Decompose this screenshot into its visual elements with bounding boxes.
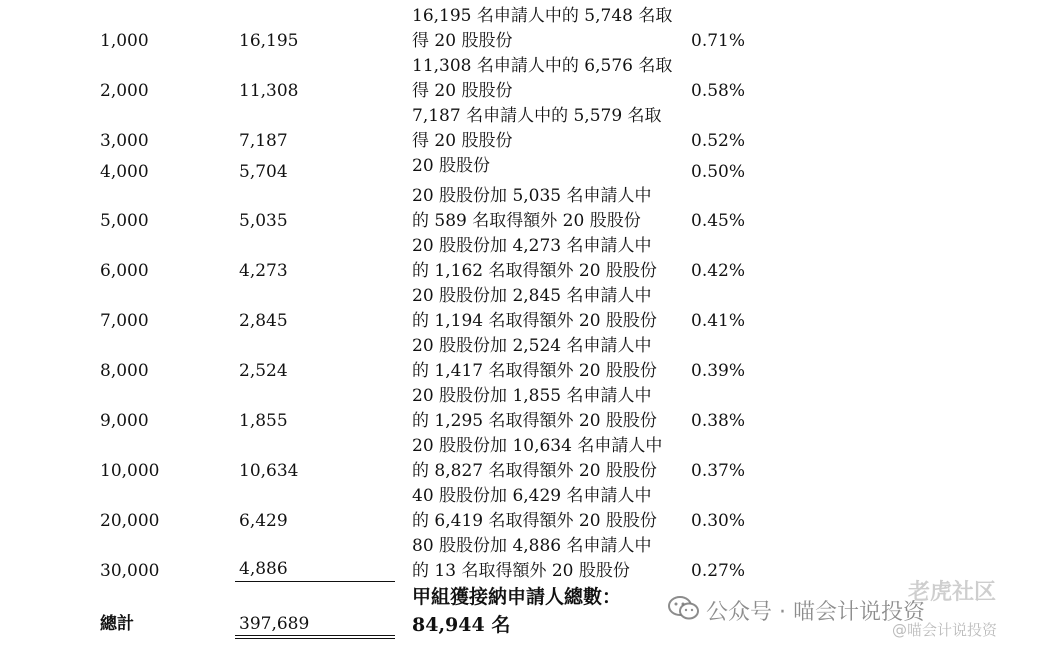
row-allotment-basis: [412, 284, 674, 334]
accepted-value: 84,944 名: [412, 614, 511, 636]
row-applicants: 11,308: [239, 81, 299, 101]
row-applicants: 4,886: [239, 559, 288, 579]
row-shares: 4,000: [100, 162, 149, 182]
row-percentage: 0.45%: [691, 211, 746, 231]
row-shares: 5,000: [100, 211, 149, 231]
basis-line: 的 6,419 名取得額外 20 股股份: [412, 511, 657, 531]
total-double-rule: [235, 635, 395, 639]
row-percentage: 0.38%: [691, 411, 746, 431]
row-percentage: 0.27%: [691, 561, 746, 581]
basis-line: 80 股股份加 4,886 名申請人中: [412, 536, 652, 556]
row-percentage: 0.30%: [691, 511, 746, 531]
basis-line: 20 股股份: [412, 156, 491, 176]
row-applicants: 1,855: [239, 411, 288, 431]
row-applicants: 5,035: [239, 211, 288, 231]
basis-line: 7,187 名申請人中的 5,579 名取: [412, 106, 662, 126]
row-shares: 20,000: [100, 511, 160, 531]
row-applicants: 5,704: [239, 162, 288, 182]
total-label: 總計: [100, 614, 134, 634]
accepted-label: 甲組獲接納申請人總數：: [412, 586, 622, 608]
watermark-top: 老虎社区: [908, 580, 997, 605]
basis-line: 11,308 名申請人中的 6,576 名取: [412, 56, 673, 76]
accepted-total: [412, 583, 682, 639]
basis-line: 的 1,295 名取得額外 20 股股份: [412, 411, 657, 431]
row-shares: 2,000: [100, 81, 149, 101]
basis-line: 20 股股份加 4,273 名申請人中: [412, 236, 652, 256]
watermark-main: 公众号 · 喵会计说投资: [706, 600, 925, 625]
row-allotment-basis: [412, 384, 674, 434]
row-percentage: 0.71%: [691, 31, 746, 51]
basis-line: 的 1,417 名取得額外 20 股股份: [412, 361, 657, 381]
basis-line: 得 20 股股份: [412, 81, 513, 101]
row-shares: 6,000: [100, 261, 149, 281]
basis-line: 20 股股份加 5,035 名申請人中: [412, 186, 652, 206]
basis-line: 16,195 名申請人中的 5,748 名取: [412, 6, 673, 26]
row-applicants: 2,524: [239, 361, 288, 381]
basis-line: 的 589 名取得額外 20 股股份: [412, 211, 641, 231]
row-shares: 8,000: [100, 361, 149, 381]
row-percentage: 0.37%: [691, 461, 746, 481]
watermark: [660, 575, 1030, 645]
row-shares: 3,000: [100, 131, 149, 151]
row-allotment-basis: [412, 154, 674, 179]
total-applicants: 397,689: [239, 614, 310, 634]
basis-line: 得 20 股股份: [412, 31, 513, 51]
row-allotment-basis: [412, 4, 674, 54]
basis-line: 20 股股份加 10,634 名申請人中: [412, 436, 663, 456]
row-percentage: 0.39%: [691, 361, 746, 381]
row-applicants: 4,273: [239, 261, 288, 281]
row-percentage: 0.52%: [691, 131, 746, 151]
basis-line: 的 13 名取得額外 20 股股份: [412, 561, 630, 581]
row-shares: 30,000: [100, 561, 160, 581]
row-allotment-basis: [412, 54, 674, 104]
basis-line: 的 1,194 名取得額外 20 股股份: [412, 311, 657, 331]
row-percentage: 0.50%: [691, 162, 746, 182]
row-allotment-basis: [412, 334, 674, 384]
row-allotment-basis: [412, 104, 674, 154]
basis-line: 的 8,827 名取得額外 20 股股份: [412, 461, 657, 481]
row-allotment-basis: [412, 184, 674, 234]
wechat-icon: [668, 595, 700, 621]
row-shares: 1,000: [100, 31, 149, 51]
watermark-sub: @喵会计说投资: [892, 621, 998, 639]
row-allotment-basis: [412, 484, 674, 534]
basis-line: 得 20 股股份: [412, 131, 513, 151]
row-allotment-basis: [412, 234, 674, 284]
row-allotment-basis: [412, 434, 674, 484]
row-applicants: 10,634: [239, 461, 299, 481]
basis-line: 40 股股份加 6,429 名申請人中: [412, 486, 652, 506]
row-percentage: 0.41%: [691, 311, 746, 331]
subtotal-rule: [235, 581, 395, 582]
basis-line: 20 股股份加 2,845 名申請人中: [412, 286, 652, 306]
basis-line: 20 股股份加 2,524 名申請人中: [412, 336, 652, 356]
row-applicants: 2,845: [239, 311, 288, 331]
row-applicants: 6,429: [239, 511, 288, 531]
row-applicants: 7,187: [239, 131, 288, 151]
row-percentage: 0.42%: [691, 261, 746, 281]
row-allotment-basis: [412, 534, 674, 584]
row-percentage: 0.58%: [691, 81, 746, 101]
row-shares: 9,000: [100, 411, 149, 431]
row-shares: 7,000: [100, 311, 149, 331]
row-shares: 10,000: [100, 461, 160, 481]
row-applicants: 16,195: [239, 31, 299, 51]
basis-line: 20 股股份加 1,855 名申請人中: [412, 386, 652, 406]
basis-line: 的 1,162 名取得額外 20 股股份: [412, 261, 657, 281]
